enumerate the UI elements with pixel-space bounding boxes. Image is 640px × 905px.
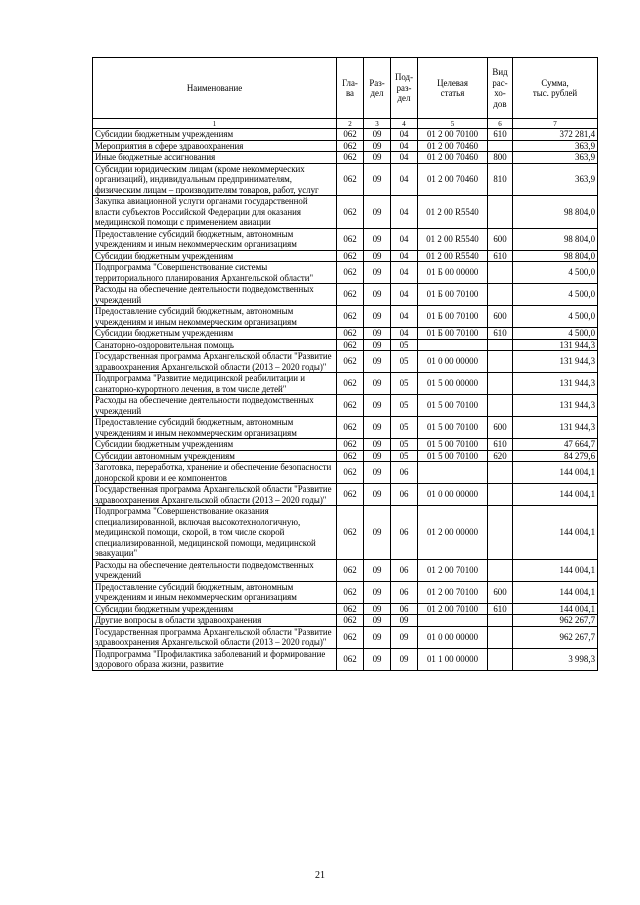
cell-exp-type: 600 [488, 417, 513, 439]
table-row [93, 129, 598, 141]
cell-target: 01 2 00 70460 [418, 140, 488, 152]
cell-amount: 131 944,3 [513, 417, 598, 439]
cell-chapter: 062 [337, 439, 364, 451]
cell-name: Государственная программа Архангельской области "Развитие здравоохранения Архангельской области (2013 – 2020 годы)" [93, 626, 337, 648]
header-amount [513, 58, 598, 119]
cell-name: Закупка авиационной услуги органами государственной власти субъектов Российской Федерации для оказания медицинской помощи с применением авиации [93, 196, 337, 229]
column-number: 4 [391, 119, 418, 129]
cell-amount: 363,9 [513, 163, 598, 196]
cell-exp-type [488, 484, 513, 506]
cell-amount: 131 944,3 [513, 373, 598, 395]
cell-target: 01 Б 00 70100 [418, 328, 488, 340]
cell-subsection: 06 [391, 581, 418, 603]
cell-name: Субсидии бюджетным учреждениям [93, 328, 337, 340]
cell-amount: 144 004,1 [513, 484, 598, 506]
cell-target: 01 0 00 00000 [418, 351, 488, 373]
cell-subsection: 04 [391, 262, 418, 284]
header-exp-type-text: Вид рас- хо- дов [492, 67, 508, 109]
cell-chapter: 062 [337, 284, 364, 306]
column-number: 6 [488, 119, 513, 129]
cell-subsection: 09 [391, 648, 418, 670]
cell-amount: 962 267,7 [513, 626, 598, 648]
cell-target: 01 1 00 00000 [418, 648, 488, 670]
cell-subsection: 09 [391, 626, 418, 648]
column-number-row [93, 119, 598, 129]
table-row [93, 250, 598, 262]
table-row [93, 484, 598, 506]
page-number: 21 [315, 870, 325, 881]
table-row [93, 450, 598, 462]
cell-amount: 144 004,1 [513, 603, 598, 615]
cell-target [418, 339, 488, 351]
table-row [93, 462, 598, 484]
cell-amount: 98 804,0 [513, 250, 598, 262]
cell-exp-type: 610 [488, 250, 513, 262]
cell-exp-type [488, 351, 513, 373]
cell-subsection: 04 [391, 129, 418, 141]
cell-subsection: 05 [391, 351, 418, 373]
cell-chapter: 062 [337, 351, 364, 373]
header-chapter-text: Гла- ва [342, 77, 358, 98]
cell-section: 09 [364, 351, 391, 373]
cell-chapter: 062 [337, 262, 364, 284]
cell-section: 09 [364, 163, 391, 196]
table-row [93, 395, 598, 417]
cell-exp-type: 610 [488, 603, 513, 615]
cell-target: 01 2 00 R5540 [418, 196, 488, 229]
cell-subsection: 05 [391, 450, 418, 462]
column-number: 1 [93, 119, 337, 129]
cell-section: 09 [364, 462, 391, 484]
cell-amount: 4 500,0 [513, 284, 598, 306]
cell-name: Иные бюджетные ассигнования [93, 152, 337, 164]
cell-section: 09 [364, 450, 391, 462]
cell-subsection: 04 [391, 284, 418, 306]
cell-subsection: 04 [391, 228, 418, 250]
cell-name: Предоставление субсидий бюджетным, автономным учреждениям и иным некоммерческим организациям [93, 581, 337, 603]
cell-subsection: 06 [391, 603, 418, 615]
table-row [93, 284, 598, 306]
cell-target: 01 2 00 70100 [418, 603, 488, 615]
cell-chapter: 062 [337, 140, 364, 152]
cell-amount: 144 004,1 [513, 506, 598, 560]
cell-section: 09 [364, 129, 391, 141]
cell-name: Подпрограмма "Профилактика заболеваний и формирование здорового образа жизни, развитие [93, 648, 337, 670]
table-row [93, 140, 598, 152]
budget-table [92, 57, 598, 671]
cell-target: 01 5 00 70100 [418, 450, 488, 462]
cell-name: Субсидии бюджетным учреждениям [93, 129, 337, 141]
cell-amount: 3 998,3 [513, 648, 598, 670]
cell-target: 01 2 00 70100 [418, 559, 488, 581]
cell-target: 01 Б 00 00000 [418, 262, 488, 284]
cell-target: 01 5 00 70100 [418, 439, 488, 451]
cell-chapter: 062 [337, 152, 364, 164]
cell-subsection: 06 [391, 506, 418, 560]
table-row [93, 581, 598, 603]
cell-name: Подпрограмма "Совершенствование оказания специализированной, включая высокотехнологичную, медицинской помощи, скорой, в том числе скорой специализированной, медицинской помощи, медицинской эвакуации" [93, 506, 337, 560]
cell-name: Мероприятия в сфере здравоохранения [93, 140, 337, 152]
table-row [93, 373, 598, 395]
cell-section: 09 [364, 284, 391, 306]
cell-name: Субсидии автономным учреждениям [93, 450, 337, 462]
cell-exp-type: 610 [488, 439, 513, 451]
cell-subsection: 04 [391, 152, 418, 164]
cell-name: Подпрограмма "Совершенствование системы территориального планирования Архангельской области" [93, 262, 337, 284]
table-row [93, 559, 598, 581]
cell-amount: 144 004,1 [513, 559, 598, 581]
cell-subsection: 04 [391, 140, 418, 152]
cell-chapter: 062 [337, 506, 364, 560]
cell-section: 09 [364, 250, 391, 262]
table-row [93, 196, 598, 229]
column-number: 2 [337, 119, 364, 129]
cell-subsection: 06 [391, 484, 418, 506]
cell-name: Предоставление субсидий бюджетным, автономным учреждениям и иным некоммерческим организациям [93, 306, 337, 328]
cell-amount: 962 267,7 [513, 615, 598, 627]
cell-section: 09 [364, 648, 391, 670]
cell-subsection: 05 [391, 373, 418, 395]
cell-chapter: 062 [337, 328, 364, 340]
header-amount-text: Сумма, тыс. рублей [532, 77, 578, 98]
cell-chapter: 062 [337, 559, 364, 581]
cell-section: 09 [364, 196, 391, 229]
cell-exp-type [488, 395, 513, 417]
cell-section: 09 [364, 506, 391, 560]
cell-name: Расходы на обеспечение деятельности подведомственных учреждений [93, 559, 337, 581]
cell-target: 01 2 00 R5540 [418, 228, 488, 250]
cell-amount: 144 004,1 [513, 462, 598, 484]
cell-section: 09 [364, 262, 391, 284]
cell-chapter: 062 [337, 228, 364, 250]
column-number: 3 [364, 119, 391, 129]
header-chapter [337, 58, 364, 119]
cell-section: 09 [364, 581, 391, 603]
cell-exp-type: 610 [488, 328, 513, 340]
cell-subsection: 04 [391, 306, 418, 328]
cell-exp-type [488, 196, 513, 229]
cell-chapter: 062 [337, 129, 364, 141]
table-row [93, 506, 598, 560]
cell-target: 01 5 00 70100 [418, 417, 488, 439]
cell-target: 01 0 00 00000 [418, 626, 488, 648]
cell-name: Государственная программа Архангельской области "Развитие здравоохранения Архангельской области (2013 – 2020 годы)" [93, 351, 337, 373]
cell-amount: 4 500,0 [513, 328, 598, 340]
cell-section: 09 [364, 228, 391, 250]
cell-exp-type [488, 339, 513, 351]
cell-name: Подпрограмма "Развитие медицинской реабилитации и санаторно-курортного лечения, в том числе детей" [93, 373, 337, 395]
header-section [364, 58, 391, 119]
table-row [93, 262, 598, 284]
cell-exp-type [488, 262, 513, 284]
cell-target: 01 2 00 R5540 [418, 250, 488, 262]
cell-exp-type [488, 506, 513, 560]
cell-target: 01 2 00 70100 [418, 129, 488, 141]
cell-section: 09 [364, 339, 391, 351]
cell-amount: 131 944,3 [513, 395, 598, 417]
cell-target: 01 0 00 00000 [418, 484, 488, 506]
cell-amount: 363,9 [513, 140, 598, 152]
cell-name: Санаторно-оздоровительная помощь [93, 339, 337, 351]
cell-amount: 144 004,1 [513, 581, 598, 603]
cell-subsection: 05 [391, 339, 418, 351]
cell-section: 09 [364, 373, 391, 395]
cell-chapter: 062 [337, 339, 364, 351]
cell-exp-type [488, 462, 513, 484]
cell-exp-type [488, 626, 513, 648]
cell-target: 01 2 00 70460 [418, 152, 488, 164]
cell-target [418, 615, 488, 627]
cell-subsection: 05 [391, 439, 418, 451]
cell-name: Субсидии бюджетным учреждениям [93, 250, 337, 262]
cell-chapter: 062 [337, 450, 364, 462]
cell-name: Другие вопросы в области здравоохранения [93, 615, 337, 627]
cell-chapter: 062 [337, 615, 364, 627]
header-row [93, 58, 598, 119]
cell-target: 01 5 00 00000 [418, 373, 488, 395]
cell-subsection: 05 [391, 395, 418, 417]
table-row [93, 351, 598, 373]
cell-exp-type: 600 [488, 306, 513, 328]
table-row [93, 648, 598, 670]
table-row [93, 306, 598, 328]
cell-amount: 131 944,3 [513, 351, 598, 373]
cell-chapter: 062 [337, 648, 364, 670]
cell-name: Предоставление субсидий бюджетным, автономным учреждениям и иным некоммерческим организациям [93, 228, 337, 250]
header-subsection [391, 58, 418, 119]
cell-subsection: 06 [391, 559, 418, 581]
cell-target: 01 2 00 70100 [418, 581, 488, 603]
cell-target: 01 5 00 70100 [418, 395, 488, 417]
cell-name: Субсидии бюджетным учреждениям [93, 603, 337, 615]
cell-subsection: 04 [391, 196, 418, 229]
cell-exp-type [488, 284, 513, 306]
cell-chapter: 062 [337, 163, 364, 196]
cell-subsection: 04 [391, 328, 418, 340]
cell-exp-type: 800 [488, 152, 513, 164]
cell-exp-type [488, 559, 513, 581]
cell-name: Расходы на обеспечение деятельности подведомственных учреждений [93, 284, 337, 306]
cell-target: 01 Б 00 70100 [418, 306, 488, 328]
cell-exp-type: 610 [488, 129, 513, 141]
table-row [93, 228, 598, 250]
cell-amount: 98 804,0 [513, 196, 598, 229]
cell-name: Субсидии юридическим лицам (кроме некоммерческих организаций), индивидуальным предпринимателям, физическим лицам – производителям товаров, работ, услуг [93, 163, 337, 196]
table-row [93, 417, 598, 439]
cell-exp-type: 620 [488, 450, 513, 462]
cell-exp-type: 810 [488, 163, 513, 196]
table-row [93, 439, 598, 451]
cell-chapter: 062 [337, 395, 364, 417]
cell-chapter: 062 [337, 603, 364, 615]
cell-section: 09 [364, 140, 391, 152]
table-row [93, 152, 598, 164]
cell-exp-type [488, 615, 513, 627]
cell-subsection: 06 [391, 462, 418, 484]
table-row [93, 626, 598, 648]
header-exp-type [488, 58, 513, 119]
header-subsection-text: Под- раз- дел [394, 72, 414, 104]
cell-exp-type [488, 648, 513, 670]
cell-amount: 372 281,4 [513, 129, 598, 141]
cell-amount: 131 944,3 [513, 339, 598, 351]
cell-name: Предоставление субсидий бюджетным, автономным учреждениям и иным некоммерческим организациям [93, 417, 337, 439]
cell-section: 09 [364, 328, 391, 340]
cell-subsection: 04 [391, 250, 418, 262]
cell-chapter: 062 [337, 417, 364, 439]
table-row [93, 163, 598, 196]
cell-section: 09 [364, 395, 391, 417]
cell-amount: 84 279,6 [513, 450, 598, 462]
cell-exp-type [488, 140, 513, 152]
cell-amount: 47 664,7 [513, 439, 598, 451]
cell-chapter: 062 [337, 484, 364, 506]
cell-name: Расходы на обеспечение деятельности подведомственных учреждений [93, 395, 337, 417]
cell-chapter: 062 [337, 250, 364, 262]
cell-chapter: 062 [337, 462, 364, 484]
table-row [93, 615, 598, 627]
cell-chapter: 062 [337, 196, 364, 229]
table-row [93, 339, 598, 351]
cell-target: 01 2 00 70460 [418, 163, 488, 196]
cell-exp-type: 600 [488, 581, 513, 603]
cell-amount: 4 500,0 [513, 306, 598, 328]
cell-chapter: 062 [337, 581, 364, 603]
cell-subsection: 05 [391, 417, 418, 439]
table-body [93, 129, 598, 671]
cell-section: 09 [364, 615, 391, 627]
header-name: Наименование [93, 58, 337, 119]
cell-chapter: 062 [337, 626, 364, 648]
cell-section: 09 [364, 559, 391, 581]
cell-name: Субсидии бюджетным учреждениям [93, 439, 337, 451]
table-row [93, 603, 598, 615]
column-number: 7 [513, 119, 598, 129]
column-number: 5 [418, 119, 488, 129]
cell-section: 09 [364, 417, 391, 439]
header-section-text: Раз- дел [369, 77, 385, 98]
cell-chapter: 062 [337, 306, 364, 328]
cell-section: 09 [364, 626, 391, 648]
cell-subsection: 04 [391, 163, 418, 196]
cell-section: 09 [364, 439, 391, 451]
cell-target [418, 462, 488, 484]
cell-subsection: 09 [391, 615, 418, 627]
cell-exp-type [488, 373, 513, 395]
cell-name: Государственная программа Архангельской области "Развитие здравоохранения Архангельской области (2013 – 2020 годы)" [93, 484, 337, 506]
cell-amount: 363,9 [513, 152, 598, 164]
cell-section: 09 [364, 306, 391, 328]
cell-target: 01 2 00 00000 [418, 506, 488, 560]
cell-name: Заготовка, переработка, хранение и обеспечение безопасности донорской крови и ее компонентов [93, 462, 337, 484]
cell-section: 09 [364, 484, 391, 506]
cell-section: 09 [364, 152, 391, 164]
cell-exp-type: 600 [488, 228, 513, 250]
cell-amount: 4 500,0 [513, 262, 598, 284]
table-row [93, 328, 598, 340]
cell-chapter: 062 [337, 373, 364, 395]
header-target [418, 58, 488, 119]
cell-section: 09 [364, 603, 391, 615]
cell-target: 01 Б 00 70100 [418, 284, 488, 306]
cell-amount: 98 804,0 [513, 228, 598, 250]
header-target-text: Целевая статья [437, 77, 468, 98]
